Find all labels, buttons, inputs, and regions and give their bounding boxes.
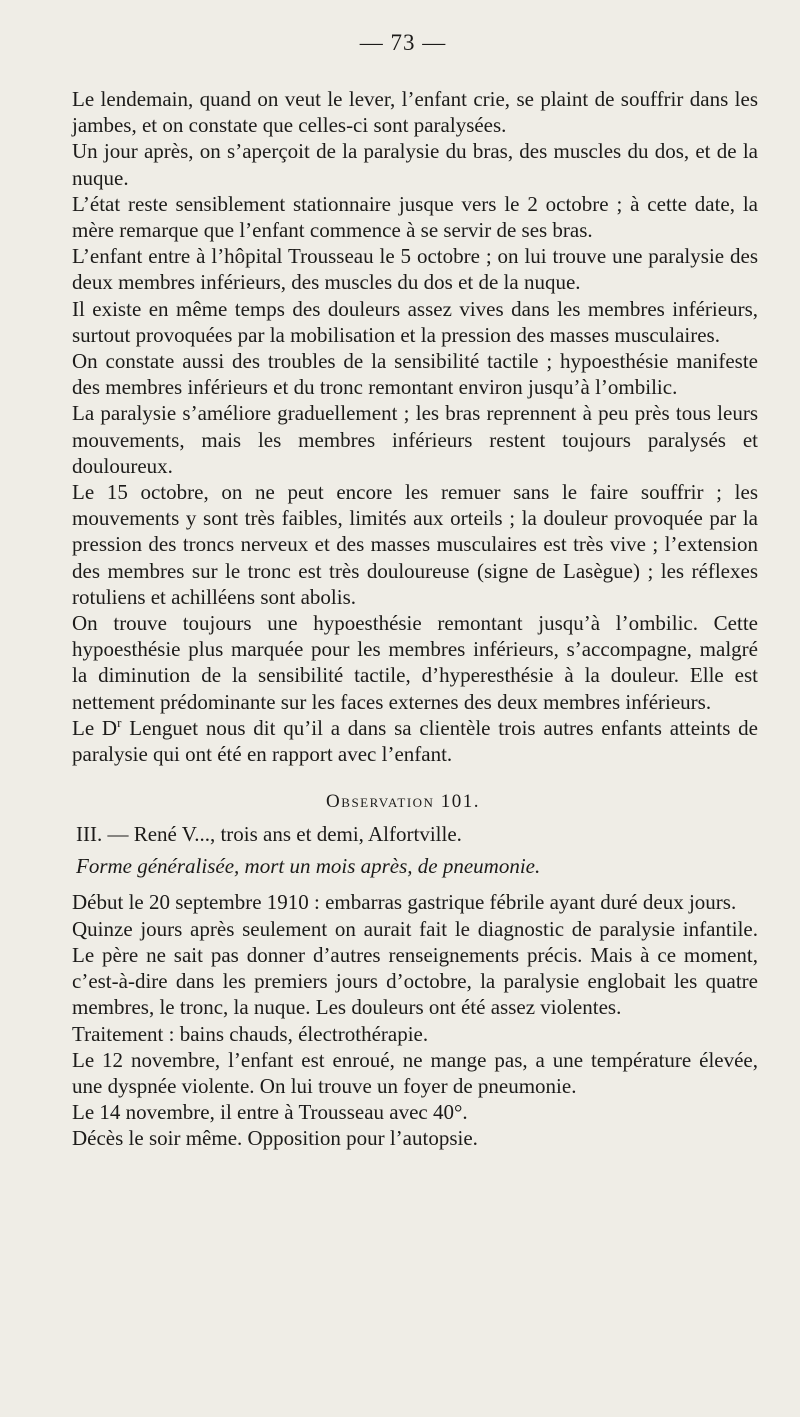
paragraph: Début le 20 septembre 1910 : embarras gastrique fébrile ayant duré deux jours. bbox=[72, 890, 737, 915]
paragraph: On constate aussi des troubles de la sensibilité tactile ; hypoesthésie manifeste des membres inférieurs et du tronc remontant environ jusqu’à l’ombilic. bbox=[72, 349, 758, 400]
paragraph: Le 14 novembre, il entre à Trousseau avec 40°. bbox=[72, 1100, 468, 1125]
paragraph: Le 15 octobre, on ne peut encore les remuer sans le faire souffrir ; les mouvements y sont très faibles, limités aux orteils ; la douleur provoquée par la pression des troncs nerveux et des masses musculaires est très vive ; l’extension des membres sur le tronc est très douloureuse (signe de Lasègue) ; les réflexes rotuliens et achilléens sont abolis. bbox=[72, 480, 758, 609]
observation-subtitle: Forme généralisée, mort un mois après, de pneumonie. bbox=[76, 854, 541, 879]
paragraph: Il existe en même temps des douleurs assez vives dans les membres inférieurs, surtout provoquées par la mobilisation et la pression des masses musculaires. bbox=[72, 296, 758, 347]
observation-title: Observation 101. bbox=[326, 791, 480, 813]
lenguet-prefix: Le D bbox=[72, 715, 118, 740]
paragraph: Le lendemain, quand on veut le lever, l’enfant crie, se plaint de souffrir dans les jambes, et on constate que celles-ci sont paralysées. bbox=[72, 87, 758, 138]
paragraph: L’enfant entre à l’hôpital Trousseau le 5 octobre ; on lui trouve une paralysie des deux membres inférieurs, des muscles du dos et de la nuque. bbox=[72, 244, 758, 295]
paragraph: Quinze jours après seulement on aurait fait le diagnostic de paralysie infantile. Le père ne sait pas donner d’autres renseignements précis. Mais à ce moment, c’est-à-dire dans les premiers jours d’octobre, la paralysie englobait les quatre membres, le tronc, la nuque. Les douleurs ont été assez violentes. bbox=[72, 916, 758, 1020]
observation-narrative bbox=[48, 889, 758, 1151]
lenguet-superscript: r bbox=[117, 714, 122, 730]
paragraph: On trouve toujours une hypoesthésie remontant jusqu’à l’ombilic. Cette hypoesthésie plus marquée pour les membres inférieurs, s’accompagne, malgré la diminution de la sensibilité tactile, d’hyperesthésie à la douleur. Elle est nettement prédominante sur les faces externes des deux membres inférieurs. bbox=[72, 611, 758, 714]
page-number: — 73 — bbox=[359, 30, 447, 55]
paragraph: Le 12 novembre, l’enfant est enroué, ne mange pas, a une température élevée, une dyspnée violente. On lui trouve un foyer de pneumonie. bbox=[72, 1047, 758, 1098]
paragraph: L’état reste sensiblement stationnaire jusque vers le 2 octobre ; à cette date, la mère remarque que l’enfant commence à se servir de ses bras. bbox=[72, 191, 758, 243]
paragraph: Décès le soir même. Opposition pour l’autopsie. bbox=[72, 1126, 478, 1151]
paragraph-lenguet bbox=[48, 715, 758, 767]
observation-heading: III. — René V..., trois ans et demi, Alfortville. bbox=[76, 822, 462, 847]
paragraph: La paralysie s’améliore graduellement ; les bras reprennent à peu près tous leurs mouvements, mais les membres inférieurs restent toujours paralysés et douloureux. bbox=[72, 401, 758, 478]
case-narrative-continued bbox=[48, 86, 758, 767]
paragraph: Un jour après, on s’aperçoit de la paralysie du bras, des muscles du dos, et de la nuque. bbox=[72, 139, 758, 190]
lenguet-rest: Lenguet nous dit qu’il a dans sa clientèle trois autres enfants atteints de paralysie qui ont été en rapport avec l’enfant. bbox=[72, 715, 758, 767]
body-text bbox=[48, 86, 758, 1152]
paragraph: Traitement : bains chauds, électrothérapie. bbox=[72, 1021, 429, 1046]
